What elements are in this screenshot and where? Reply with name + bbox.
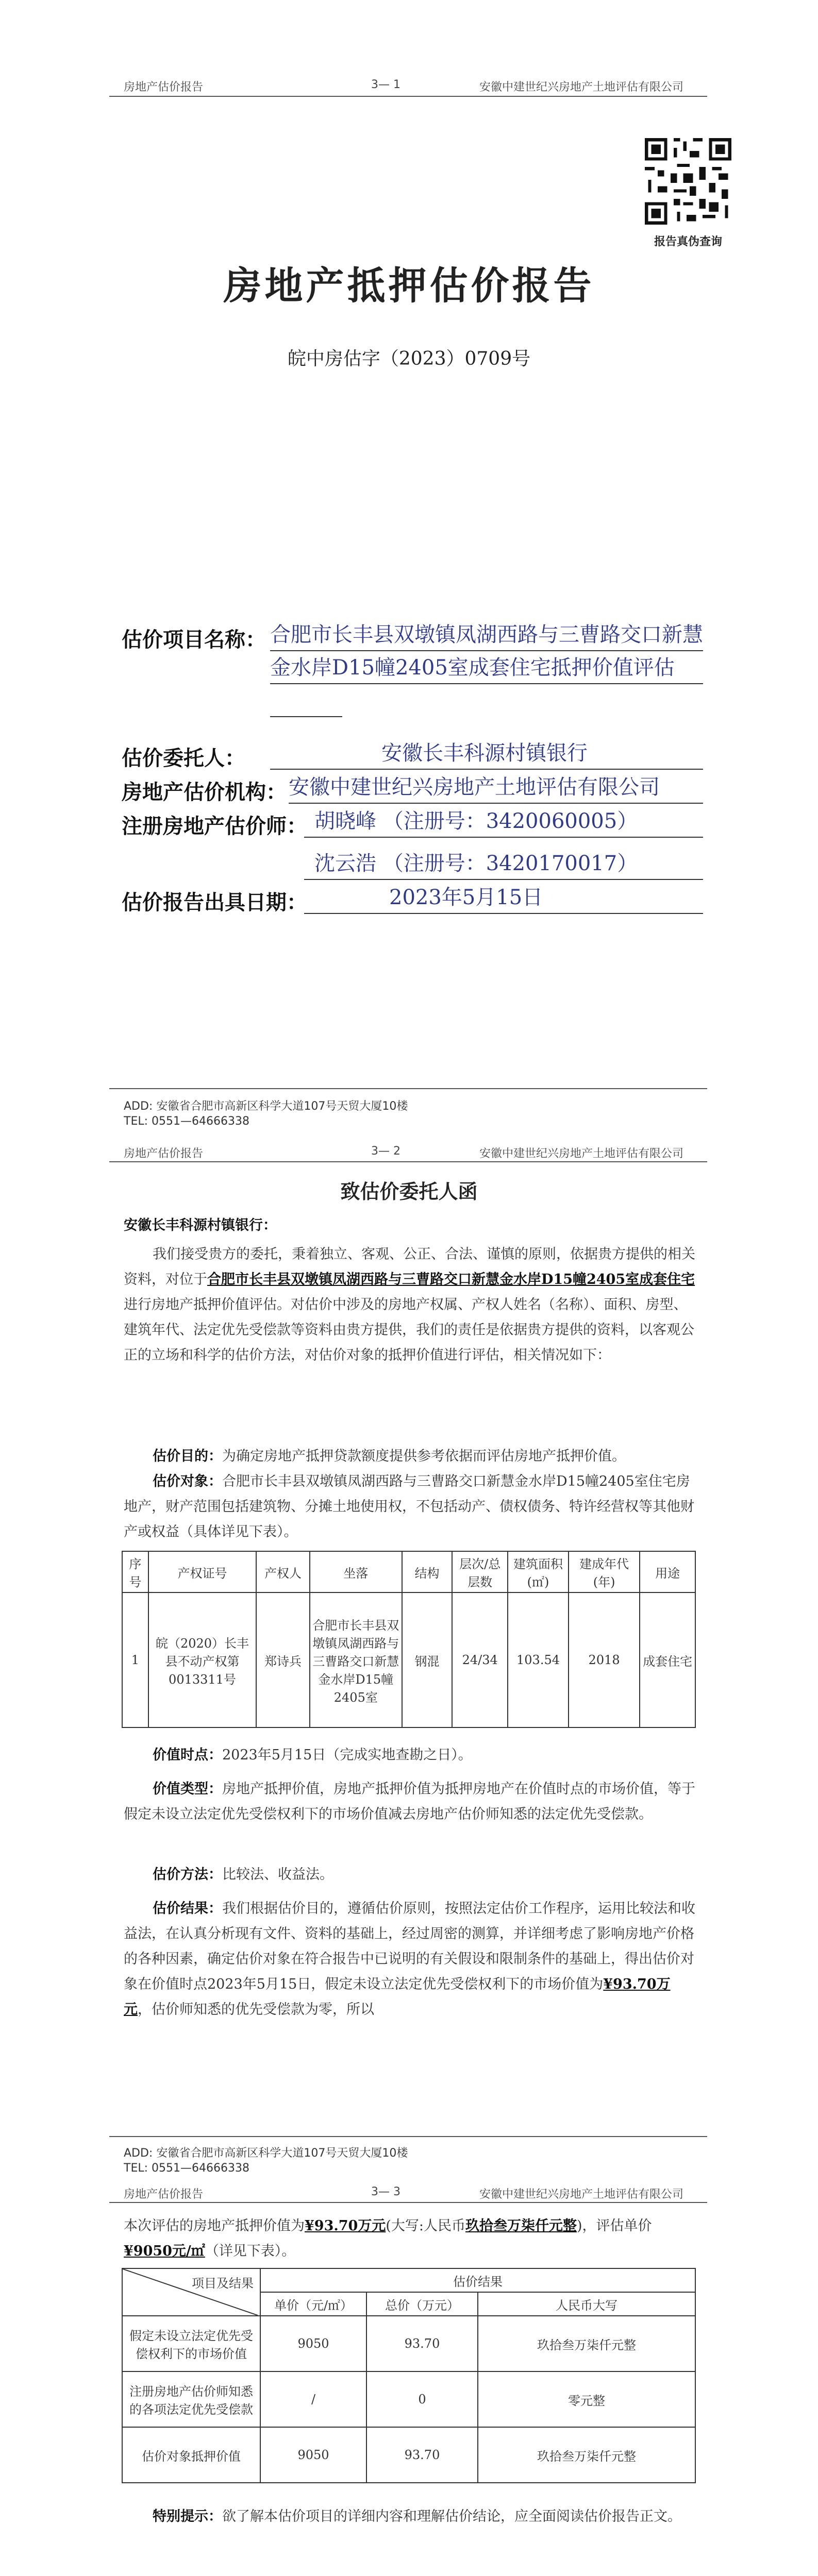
page-header-left: 房地产估价报告 [124,1147,204,1160]
result-label: 估价结果： [153,1901,222,1917]
row-upper: 玖拾叁万柒仟元整 [478,2427,695,2483]
time-label: 价值时点： [153,1747,222,1763]
type-text: 房地产抵押价值，房地产抵押价值为抵押房地产在价值时点的市场价值，等于假定未设立法定优先受偿权利下的市场价值减去房地产估价师知悉的法定优先受偿款。 [124,1781,695,1822]
page-number: 3— 3 [371,2185,400,2198]
project-value: 合肥市长丰县双墩镇凤湖西路与三曹路交口新慧金水岸D15幢2405室成套住宅抵押价值评估 [270,623,703,680]
date-underline [304,913,703,914]
page-header-company: 安徽中建世纪兴房地产土地评估有限公司 [479,1147,684,1160]
th-year: 建成年代(年) [569,1551,640,1592]
intro-text-a: 我们接受贵方的委托，秉着独立、客观、公正、合法、谨慎的原则，依据贵方提供的相关资料，对位于 [124,1246,695,1287]
agency-value: 安徽中建世纪兴房地产土地评估有限公司 [289,775,660,799]
page-header-company: 安徽中建世纪兴房地产土地评估有限公司 [479,81,684,94]
page-gap [0,1132,818,1140]
notice-text: 欲了解本估价项目的详细内容和理解估价结论，应全面阅读估价报告正文。 [222,2509,681,2524]
row-total: 93.70 [366,2316,478,2371]
footer-address: ADD: 安徽省合肥市高新区科学大道107号天贸大厦10楼 [124,1100,408,1113]
th-item-label: 项目及结果 [192,2276,254,2291]
summary-text-b: (大写:人民币 [386,2218,465,2234]
page-header-left: 房地产估价报告 [124,81,204,94]
value-summary [124,2213,696,2264]
qr-caption: 报告真伪查询 [654,235,722,248]
row-total: 93.70 [366,2427,478,2483]
th-method: 估价结果 [260,2268,695,2292]
th-location: 坐落 [310,1551,402,1592]
row-upper: 零元整 [478,2371,695,2427]
client-value: 安徽长丰科源村镇银行 [381,741,588,765]
summary-value: ¥93.70万元 [305,2218,386,2234]
summary-upper: 玖拾叁万柒仟元整 [465,2218,577,2234]
page-header-company: 安徽中建世纪兴房地产土地评估有限公司 [479,2188,684,2201]
th-no: 序号 [122,1551,148,1592]
time-text: 2023年5月15日（完成实地查勘之日）。 [222,1747,472,1763]
date-value: 2023年5月15日 [389,886,543,909]
cell-area: 103.54 [508,1592,569,1727]
th-use: 用途 [640,1551,695,1592]
row-label: 注册房地产估价师知悉的各项法定优先受偿款 [122,2371,260,2427]
letter-intro [124,1242,696,1368]
special-notice [124,2504,696,2529]
agency-label: 房地产估价机构： [122,780,287,804]
th-upper: 人民币大写 [478,2292,695,2316]
table-row [122,2371,695,2427]
agency-underline [289,803,703,804]
th-total: 总价（万元） [366,2292,478,2316]
type-paragraph [124,1776,696,1827]
page-number: 3— 1 [371,78,400,91]
method-paragraph [124,1862,696,1887]
purpose-paragraph [124,1444,696,1469]
client-label: 估价委托人： [122,746,245,770]
row-unit: 9050 [260,2427,366,2483]
row-unit: 9050 [260,2316,366,2371]
th-area: 建筑面积(㎡) [508,1551,569,1592]
row-total: 0 [366,2371,478,2427]
time-paragraph [124,1742,696,1768]
appraiser-label: 注册房地产估价师： [122,814,307,838]
th-cert: 产权证号 [148,1551,256,1592]
page-gap [0,2179,818,2187]
row-unit: / [260,2371,366,2427]
intro-text-b: 进行房地产抵押价值评估。对估价中涉及的房地产权属、产权人姓名（名称）、面积、房型、建筑年代、法定优先受偿款等资料由贵方提供，我们的责任是依据贵方提供的资料，以客观公正的立场和科学的估价方法，对估价对象的抵押价值进行评估，相关情况如下： [124,1297,694,1363]
appraiser-2: 沈云浩 （注册号：3420170017） [314,852,638,875]
cell-structure: 钢混 [402,1592,453,1727]
qr-code-icon[interactable] [642,135,734,228]
object-label: 估价对象： [153,1473,222,1489]
result-value: ¥93.70万元 [124,1976,671,2018]
method-text: 比较法、收益法。 [222,1867,333,1883]
th-floor: 层次/总层数 [452,1551,508,1592]
type-label: 价值类型： [153,1781,222,1797]
object-text: 合肥市长丰县双墩镇凤湖西路与三曹路交口新慧金水岸D15幢2405室住宅房地产，财产范围包括建筑物、分摊土地使用权，不包括动产、债权债务、特许经营权等其他财产或权益（具体详见下表）。 [124,1473,694,1540]
footer-rule [109,2136,707,2137]
appraiser-1-underline [304,837,703,838]
cell-location: 合肥市长丰县双墩镇凤湖西路与三曹路交口新慧金水岸D15幢2405室 [310,1592,402,1727]
th-item [122,2268,260,2316]
page-number: 3— 2 [371,1145,400,1158]
document-number: 皖中房估字（2023）0709号 [287,348,531,369]
object-paragraph [124,1469,696,1545]
th-unit-price: 单价（元/㎡） [260,2292,366,2316]
header-rule [109,2202,707,2203]
result-text-a: 我们根据估价目的，遵循估价原则，按照法定估价工作程序，运用比较法和收益法，在认真分析现有文件、资料的基础上，经过周密的测算，并详细考虑了影响房地产价格的各种因素，确定估价对象在符合报告中已说明的有关假设和限制条件的基础上，得出估价对象在价值时点2023年5月15日，假定未设立法定优先受偿权利下的市场价值为 [124,1901,695,1992]
project-label: 估价项目名称： [122,628,266,652]
footer-rule [109,1088,707,1089]
th-owner: 产权人 [256,1551,310,1592]
purpose-label: 估价目的： [153,1448,222,1464]
result-table [122,2268,696,2483]
footer-tel: TEL: 0551—64666338 [124,1115,249,1128]
client-underline [270,769,703,770]
result-paragraph [124,1896,696,2022]
result-text-b: ，估价师知悉的优先受偿款为零，所以 [138,2002,374,2018]
appraiser-2-underline [304,879,703,880]
property-table [122,1551,696,1728]
project-underline-3 [270,716,342,717]
cell-use: 成套住宅 [640,1592,695,1727]
th-structure: 结构 [402,1551,453,1592]
summary-unit-price: ¥9050元/㎡ [124,2243,205,2259]
summary-text-c: )，评估单价 [576,2218,652,2234]
page-header-left: 房地产估价报告 [124,2188,204,2201]
summary-text-d: （详见下表）。 [205,2243,296,2259]
table-row [122,2316,695,2371]
cell-year: 2018 [569,1592,640,1727]
date-label: 估价报告出具日期： [122,890,307,914]
letter-title: 致估价委托人函 [340,1180,478,1203]
project-underline-2 [270,683,703,684]
row-label: 估价对象抵押价值 [122,2427,260,2483]
purpose-text: 为确定房地产抵押贷款额度提供参考依据而评估房地产抵押价值。 [222,1448,626,1464]
footer-address: ADD: 安徽省合肥市高新区科学大道107号天贸大厦10楼 [124,2147,408,2160]
report-title: 房地产抵押估价报告 [223,264,595,308]
appraiser-1: 胡晓峰 （注册号：3420060005） [314,809,638,833]
cell-cert: 皖（2020）长丰县不动产权第0013311号 [148,1592,256,1727]
letter-salutation: 安徽长丰科源村镇银行： [124,1217,277,1233]
intro-property: 合肥市长丰县双墩镇凤湖西路与三曹路交口新慧金水岸D15幢2405室成套住宅 [207,1272,695,1287]
header-rule [109,96,707,97]
notice-label: 特别提示： [153,2509,222,2524]
header-rule [109,1161,707,1162]
summary-text-a: 本次评估的房地产抵押价值为 [124,2218,305,2234]
table-row [122,1592,695,1727]
table-row [122,2427,695,2483]
method-label: 估价方法： [153,1867,222,1883]
cell-floor: 24/34 [452,1592,508,1727]
project-underline-1 [270,650,703,651]
footer-tel: TEL: 0551—64666338 [124,2162,249,2175]
row-label: 假定未设立法定优先受偿权利下的市场价值 [122,2316,260,2371]
cell-no: 1 [122,1592,148,1727]
cell-owner: 郑诗兵 [256,1592,310,1727]
row-upper: 玖拾叁万柒仟元整 [478,2316,695,2371]
